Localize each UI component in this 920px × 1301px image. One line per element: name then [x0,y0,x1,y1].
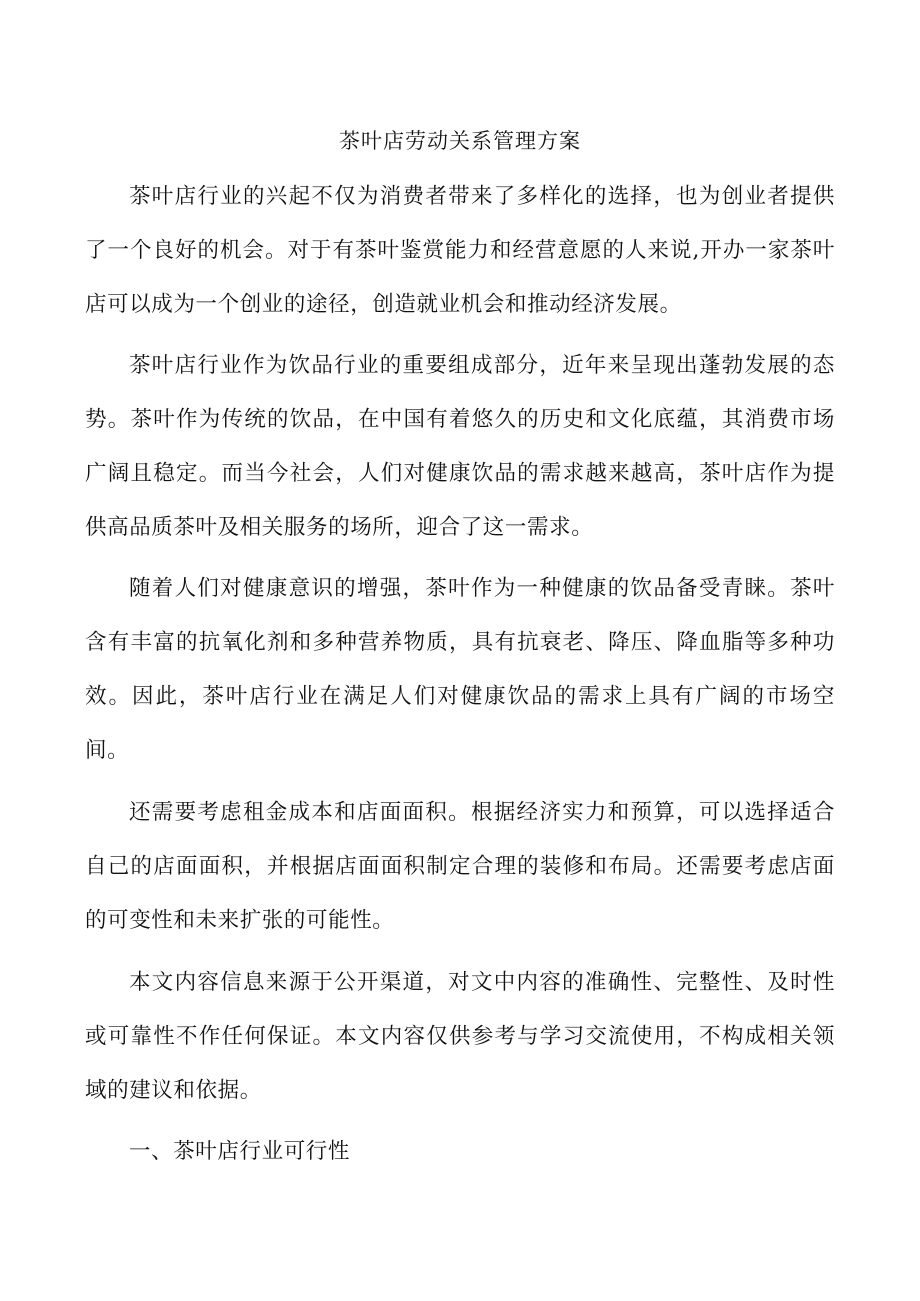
document-title: 茶叶店劳动关系管理方案 [339,129,581,153]
paragraph-industry-rise: 茶叶店行业的兴起不仅为消费者带来了多样化的选择，也为创业者提供了一个良好的机会。对于有茶叶鉴赏能力和经营意愿的人来说,开办一家茶叶店可以成为一个创业的途径，创造就业机会和推动经济发展。 [85,184,835,317]
document-page [85,0,835,1301]
paragraph-rent-and-area: 还需要考虑租金成本和店面面积。根据经济实力和预算，可以选择适合自己的店面面积，并根据店面面积制定合理的装修和布局。还需要考虑店面的可变性和未来扩张的可能性。 [85,800,835,933]
paragraph-disclaimer: 本文内容信息来源于公开渠道，对文中内容的准确性、完整性、及时性或可靠性不作任何保证。本文内容仅供参考与学习交流使用，不构成相关领域的建议和依据。 [85,970,835,1103]
section-heading-feasibility: 一、茶叶店行业可行性 [129,1139,351,1164]
paragraph-health-awareness: 随着人们对健康意识的增强，茶叶作为一种健康的饮品备受青睐。茶叶含有丰富的抗氧化剂和多种营养物质，具有抗衰老、降压、降血脂等多种功效。因此，茶叶店行业在满足人们对健康饮品的需求上具有广阔的市场空间。 [85,576,835,763]
paragraph-industry-trend: 茶叶店行业作为饮品行业的重要组成部分，近年来呈现出蓬勃发展的态势。茶叶作为传统的饮品，在中国有着悠久的历史和文化底蕴，其消费市场广阔且稳定。而当今社会，人们对健康饮品的需求越来越高，茶叶店作为提供高品质茶叶及相关服务的场所，迎合了这一需求。 [85,353,835,540]
